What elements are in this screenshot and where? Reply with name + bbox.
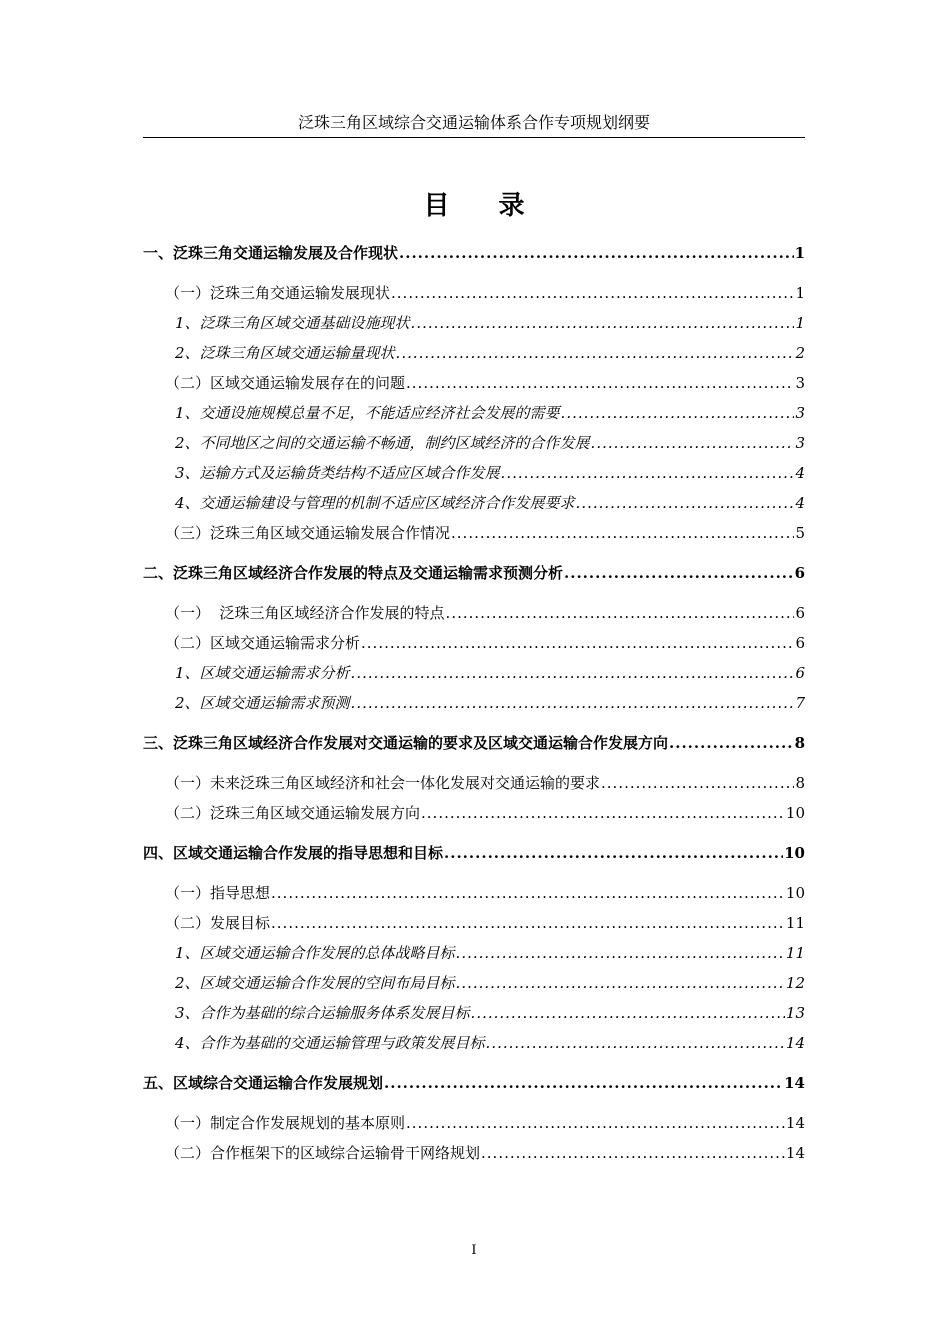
toc-entry-page: 14: [784, 1074, 805, 1092]
dot-leader: [351, 692, 795, 714]
toc-entry[interactable]: [165, 772, 805, 794]
toc-entry[interactable]: [165, 372, 805, 394]
toc-entry[interactable]: [165, 912, 805, 934]
toc-entry-text: 1、交通设施规模总量不足，不能适应经济社会发展的需要: [175, 404, 560, 422]
dot-leader: [446, 602, 795, 624]
dot-leader: [399, 242, 794, 264]
toc-entry-page: 1: [795, 314, 805, 332]
toc-entry-text: （一）未来泛珠三角区域经济和社会一体化发展对交通运输的要求: [165, 774, 601, 792]
toc-entry-page: 6: [795, 634, 805, 652]
toc-entry-text: （一）指导思想: [165, 884, 271, 902]
toc-entry-page: 8: [794, 734, 805, 752]
toc-entry[interactable]: [175, 972, 805, 994]
toc-entry-text: 2、区域交通运输合作发展的空间布局目标: [175, 974, 455, 992]
toc-entry-page: 11: [785, 944, 805, 962]
dot-leader: [444, 842, 783, 864]
table-of-contents: [143, 0, 805, 1344]
dot-leader: [396, 342, 795, 364]
dot-leader: [601, 772, 794, 794]
toc-entry-text: 3、运输方式及运输货类结构不适应区域合作发展: [175, 464, 500, 482]
toc-entry-text: 4、合作为基础的交通运输管理与政策发展目标: [175, 1034, 485, 1052]
toc-entry[interactable]: [175, 402, 805, 424]
dot-leader: [271, 912, 785, 934]
toc-entry-text: 3、合作为基础的综合运输服务体系发展目标: [175, 1004, 470, 1022]
toc-entry-text: 三、泛珠三角区域经济合作发展对交通运输的要求及区域交通运输合作发展方向: [143, 734, 669, 752]
toc-entry[interactable]: [175, 692, 805, 714]
toc-entry-text: （二）泛珠三角区域交通运输发展方向: [165, 804, 421, 822]
dot-leader: [561, 402, 795, 424]
dot-leader: [384, 1072, 783, 1094]
dot-leader: [361, 632, 794, 654]
dot-leader: [421, 802, 785, 824]
toc-entry[interactable]: [165, 522, 805, 544]
toc-entry[interactable]: [165, 282, 805, 304]
toc-entry[interactable]: [165, 1142, 805, 1164]
toc-entry-text: 四、区域交通运输合作发展的指导思想和目标: [143, 844, 444, 862]
toc-entry[interactable]: [175, 432, 805, 454]
toc-entry-text: 五、区域综合交通运输合作发展规划: [143, 1074, 384, 1092]
dot-leader: [576, 492, 795, 514]
toc-entry[interactable]: [175, 312, 805, 334]
toc-entry-text: 一、泛珠三角交通运输发展及合作现状: [143, 244, 399, 262]
dot-leader: [501, 462, 795, 484]
dot-leader: [564, 562, 794, 584]
dot-leader: [391, 282, 794, 304]
running-header: 泛珠三角区域综合交通运输体系合作专项规划纲要: [297, 113, 650, 132]
toc-entry[interactable]: [175, 942, 805, 964]
dot-leader: [481, 1142, 785, 1164]
dot-leader: [271, 882, 785, 904]
toc-entry-page: 6: [794, 564, 805, 582]
toc-entry[interactable]: [165, 802, 805, 824]
toc-entry[interactable]: [143, 562, 805, 584]
toc-entry[interactable]: [143, 242, 805, 264]
toc-entry-page: 14: [785, 1114, 805, 1132]
toc-entry[interactable]: [165, 632, 805, 654]
toc-entry[interactable]: [165, 602, 805, 624]
toc-entry-text: （二）区域交通运输需求分析: [165, 634, 361, 652]
toc-entry-page: 6: [795, 604, 805, 622]
toc-entry-text: （一）制定合作发展规划的基本原则: [165, 1114, 406, 1132]
dot-leader: [351, 662, 795, 684]
toc-entry[interactable]: [143, 732, 805, 754]
toc-entry[interactable]: [175, 342, 805, 364]
toc-entry-page: 3: [795, 404, 805, 422]
dot-leader: [591, 432, 795, 454]
toc-entry-text: 二、泛珠三角区域经济合作发展的特点及交通运输需求预测分析: [143, 564, 564, 582]
toc-entry-text: （二）区域交通运输发展存在的问题: [165, 374, 406, 392]
toc-entry-page: 2: [795, 344, 805, 362]
dot-leader: [406, 372, 794, 394]
toc-title: 目 录: [423, 191, 545, 221]
toc-entry-text: 2、区域交通运输需求预测: [175, 694, 350, 712]
toc-entry-page: 4: [795, 494, 805, 512]
toc-entry-page: 12: [785, 974, 805, 992]
dot-leader: [411, 312, 795, 334]
toc-entry[interactable]: [165, 882, 805, 904]
toc-entry-page: 11: [785, 914, 805, 932]
dot-leader: [486, 1032, 785, 1054]
dot-leader: [669, 732, 794, 754]
toc-entry-page: 3: [795, 434, 805, 452]
toc-entry-page: 7: [795, 694, 805, 712]
toc-entry[interactable]: [175, 1002, 805, 1024]
toc-entry-text: （一）泛珠三角交通运输发展现状: [165, 284, 391, 302]
toc-entry[interactable]: [165, 1112, 805, 1134]
toc-entry[interactable]: [175, 492, 805, 514]
toc-entry[interactable]: [175, 462, 805, 484]
toc-entry-text: 1、区域交通运输需求分析: [175, 664, 350, 682]
toc-entry-page: 4: [795, 464, 805, 482]
toc-entry-page: 10: [785, 884, 805, 902]
toc-entry-page: 1: [794, 244, 805, 262]
toc-entry-text: 1、区域交通运输合作发展的总体战略目标: [175, 944, 455, 962]
toc-entry-page: 8: [795, 774, 805, 792]
toc-entry-page: 1: [795, 284, 805, 302]
toc-entry-page: 10: [785, 804, 805, 822]
toc-entry-page: 13: [785, 1004, 805, 1022]
toc-entry-page: 10: [784, 844, 805, 862]
toc-entry[interactable]: [143, 1072, 805, 1094]
toc-entry-page: 5: [795, 524, 805, 542]
toc-entry[interactable]: [175, 662, 805, 684]
toc-entry-text: 2、泛珠三角区域交通运输量现状: [175, 344, 395, 362]
dot-leader: [456, 942, 785, 964]
toc-entry[interactable]: [175, 1032, 805, 1054]
dot-leader: [456, 972, 785, 994]
toc-entry-page: 14: [785, 1034, 805, 1052]
dot-leader: [471, 1002, 785, 1024]
dot-leader: [406, 1112, 785, 1134]
toc-entry[interactable]: [143, 842, 805, 864]
toc-entry-page: 6: [795, 664, 805, 682]
toc-entry-text: （三）泛珠三角区域交通运输发展合作情况: [165, 524, 451, 542]
toc-entry-text: 2、不同地区之间的交通运输不畅通，制约区域经济的合作发展: [175, 434, 590, 452]
page-number: I: [471, 1243, 477, 1258]
toc-entry-text: 1、泛珠三角区域交通基础设施现状: [175, 314, 410, 332]
toc-entry-text: （二）合作框架下的区域综合运输骨干网络规划: [165, 1144, 481, 1162]
toc-entry-text: 4、交通运输建设与管理的机制不适应区域经济合作发展要求: [175, 494, 575, 512]
toc-entry-text: （一） 泛珠三角区域经济合作发展的特点: [165, 604, 445, 622]
toc-entry-text: （二）发展目标: [165, 914, 271, 932]
toc-entry-page: 3: [795, 374, 805, 392]
dot-leader: [451, 522, 794, 544]
toc-entry-page: 14: [785, 1144, 805, 1162]
